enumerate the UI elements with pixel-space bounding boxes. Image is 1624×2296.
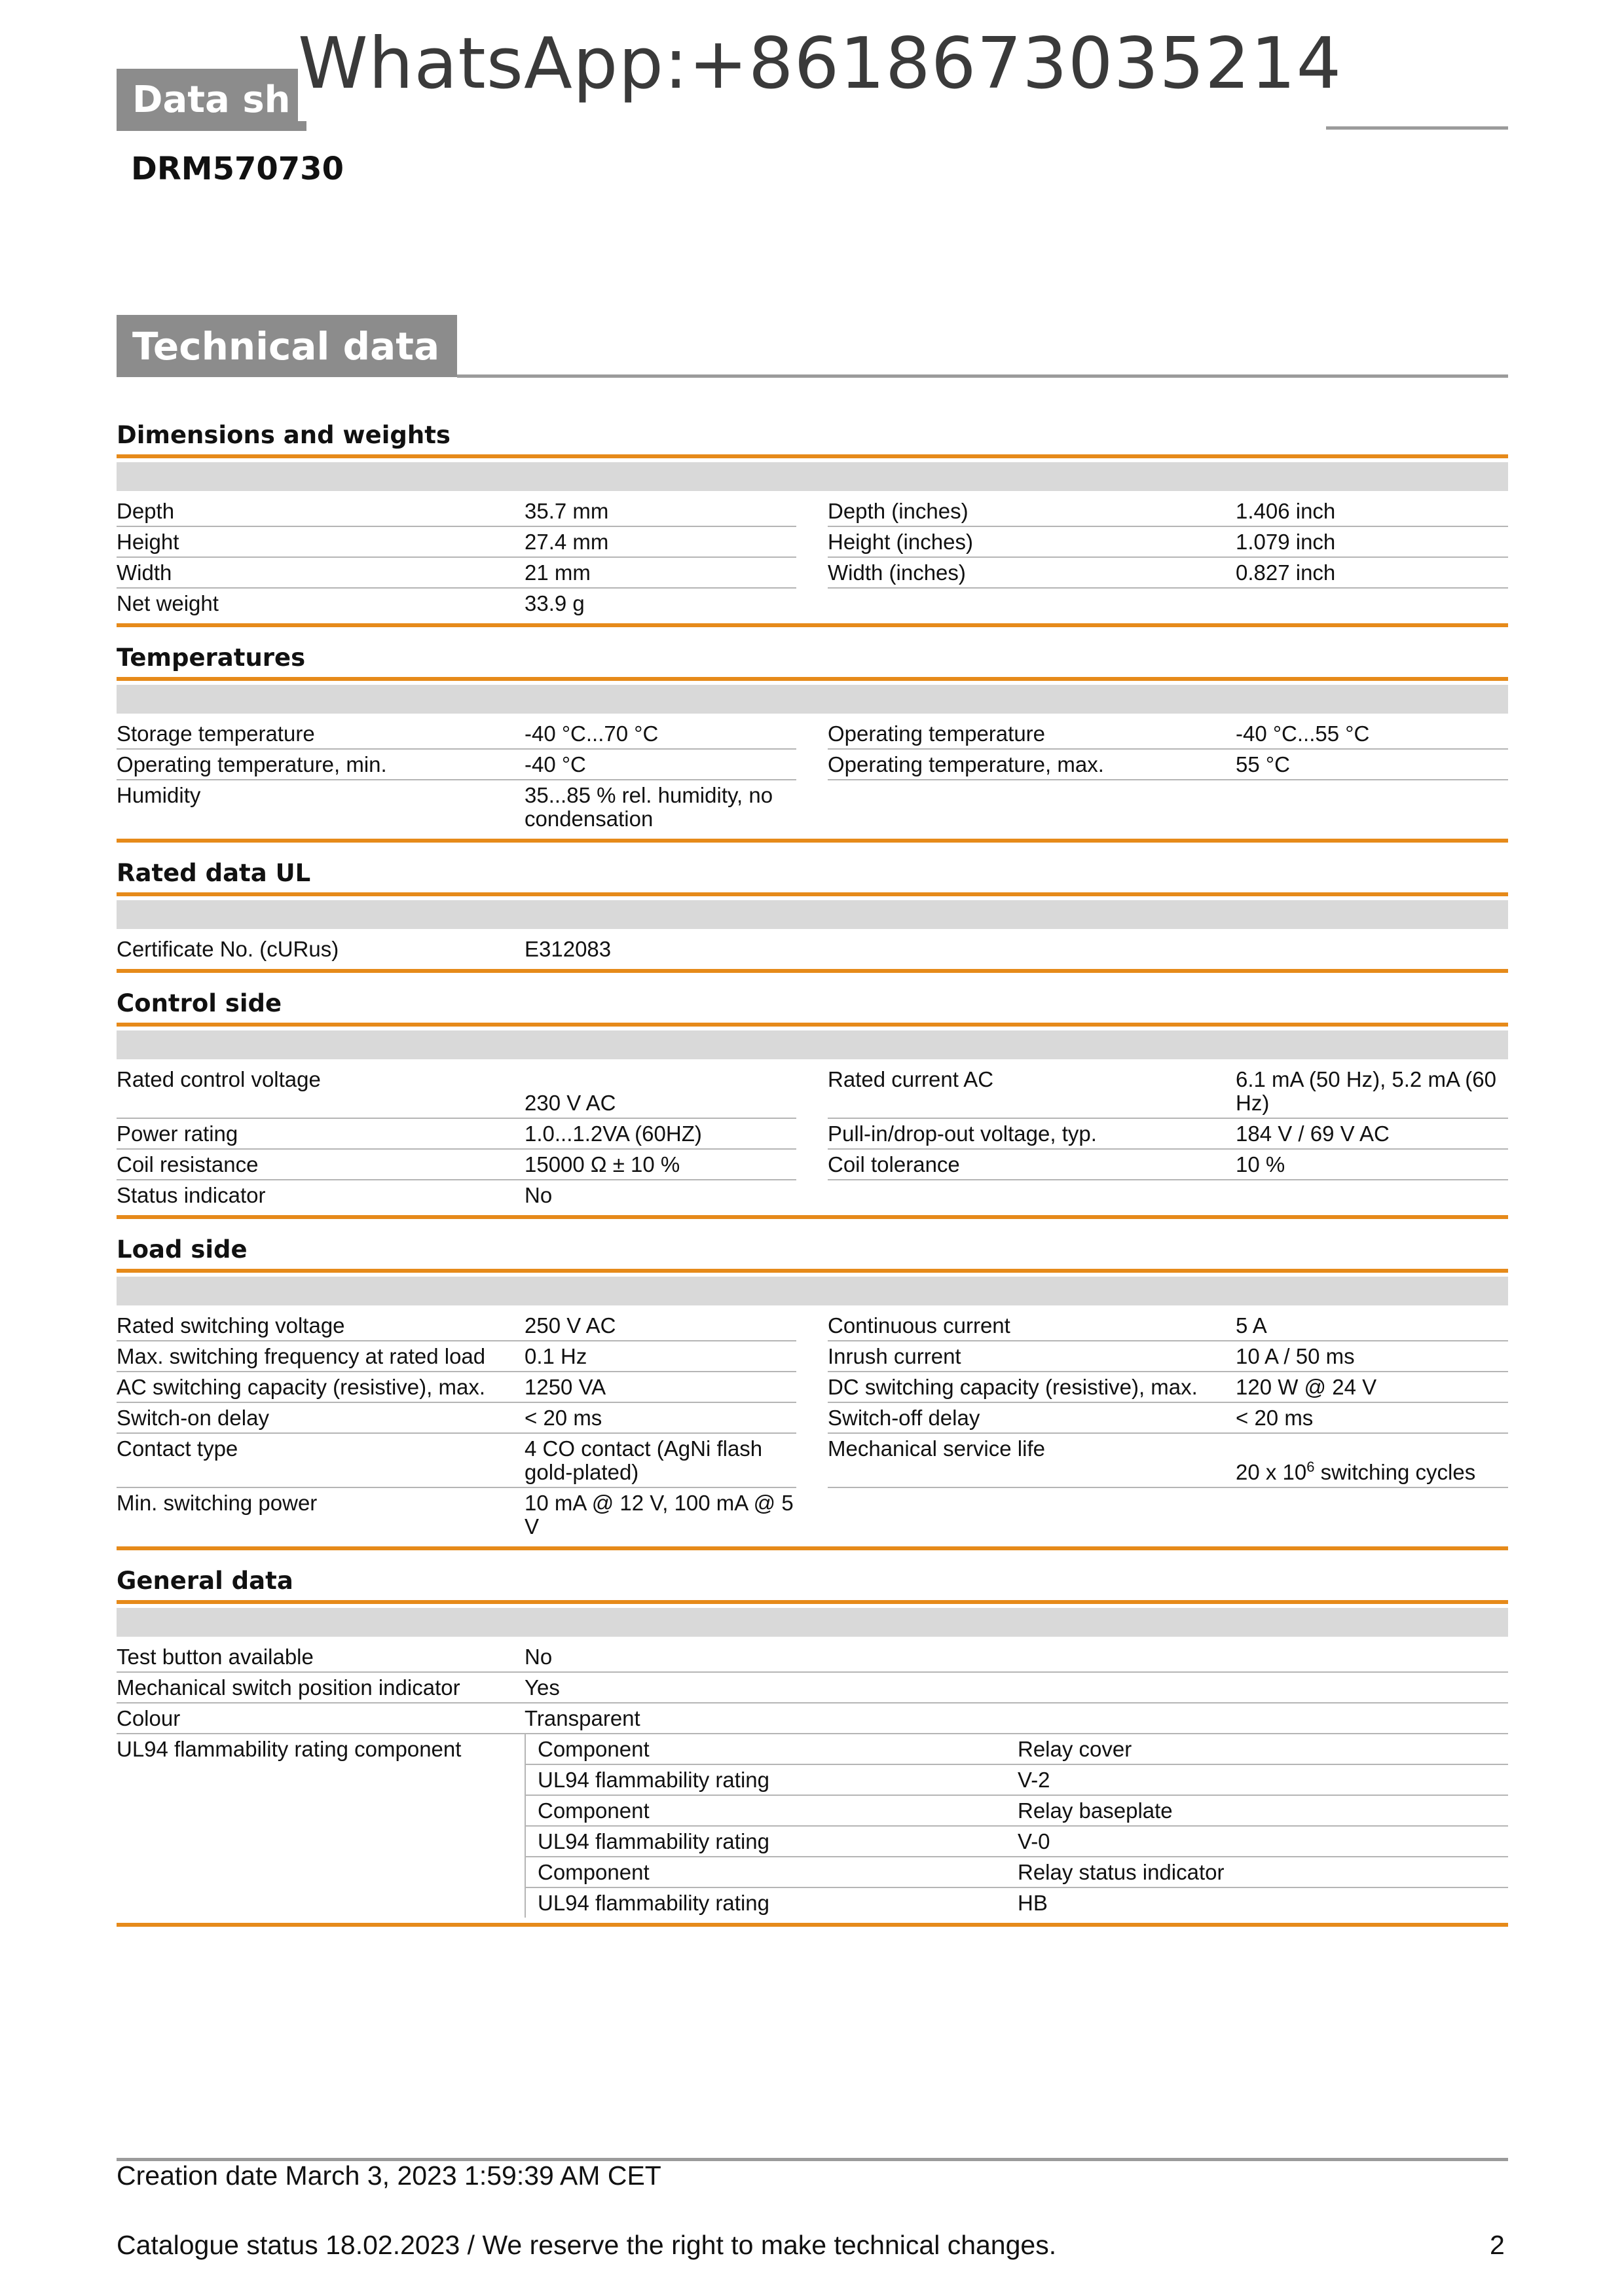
row-value: -40 °C [525, 752, 586, 776]
row-label: Rated switching voltage [117, 1313, 345, 1338]
section-rule [117, 623, 1508, 627]
row-label: Operating temperature, max. [828, 752, 1104, 776]
subtable-row [525, 1857, 1508, 1888]
row-label: Rated current AC [828, 1067, 994, 1091]
ul94-subtable [525, 1734, 1508, 1918]
header-rule [1326, 126, 1508, 130]
row-label: DC switching capacity (resistive), max. [828, 1375, 1198, 1399]
section-title: Temperatures [117, 644, 306, 672]
section-band [117, 1277, 1508, 1305]
row-label: Depth [117, 499, 175, 523]
row-label: Humidity [117, 783, 201, 807]
value-part: switching cycles [1314, 1460, 1476, 1484]
watermark [298, 7, 1342, 121]
row-value: Yes [525, 1675, 560, 1700]
row-label: Contact type [117, 1436, 238, 1461]
section-control-side [117, 985, 1508, 1219]
section-rule [117, 839, 1508, 843]
row-value: Transparent [525, 1706, 640, 1730]
row-label: Pull-in/drop-out voltage, typ. [828, 1121, 1097, 1146]
row-value: 35.7 mm [525, 499, 609, 523]
row-label: Switch-on delay [117, 1406, 269, 1430]
row-value: -40 °C...70 °C [525, 721, 659, 746]
row-label: Mechanical service life [828, 1436, 1045, 1461]
row-value: 10 mA @ 12 V, 100 mA @ 5 V [525, 1491, 794, 1539]
row-label: Continuous current [828, 1313, 1010, 1338]
section-rule [117, 1546, 1508, 1550]
table-row [828, 496, 1508, 527]
row-value: 35...85 % rel. humidity, no condensation [525, 783, 773, 831]
datasheet-title: Data sh [132, 79, 291, 121]
table-row [117, 1704, 1508, 1734]
row-value: < 20 ms [1236, 1406, 1314, 1430]
table-row [117, 1119, 796, 1150]
table-row [117, 1403, 796, 1434]
row-value [1236, 1461, 1508, 1484]
row-label: Net weight [117, 591, 219, 615]
section-title: Dimensions and weights [117, 421, 451, 449]
subtable-row [525, 1888, 1508, 1918]
section-band [117, 685, 1508, 714]
section-title: Rated data UL [117, 859, 311, 887]
subtable-value: Relay baseplate [1018, 1798, 1173, 1823]
row-value: 1.079 inch [1236, 530, 1336, 554]
table-row [828, 1065, 1508, 1119]
row-value: No [525, 1645, 553, 1669]
row-label: Max. switching frequency at rated load [117, 1344, 486, 1368]
row-value: 10 % [1236, 1152, 1285, 1176]
table-row [828, 719, 1508, 750]
table-row [828, 558, 1508, 589]
row-label: AC switching capacity (resistive), max. [117, 1375, 485, 1399]
row-value: 0.827 inch [1236, 560, 1336, 585]
section-band [117, 462, 1508, 491]
creation-date: Creation date March 3, 2023 1:59:39 AM CET [117, 2160, 661, 2191]
row-label: Width [117, 560, 172, 585]
section-band [117, 1608, 1508, 1637]
section-title: General data [117, 1567, 293, 1595]
section-title: Load side [117, 1235, 248, 1264]
table-row [117, 780, 796, 833]
row-label: Height [117, 530, 179, 554]
table-row [828, 1119, 1508, 1150]
row-label: Colour [117, 1706, 181, 1730]
row-value: 10 A / 50 ms [1236, 1344, 1355, 1368]
value-exponent: 6 [1306, 1459, 1315, 1475]
row-value: 184 V / 69 V AC [1236, 1121, 1390, 1146]
technical-data-content [117, 416, 1508, 1939]
subtable-key: UL94 flammability rating [538, 1829, 769, 1853]
table-row [117, 719, 796, 750]
row-value: 1.406 inch [1236, 499, 1336, 523]
subtable-key: Component [538, 1798, 650, 1823]
table-row [828, 1341, 1508, 1372]
row-label: Status indicator [117, 1183, 266, 1207]
table-row [117, 589, 796, 618]
subtable-value: V-0 [1018, 1829, 1050, 1853]
value-part: 20 x 10 [1236, 1460, 1307, 1484]
table-row [117, 1065, 796, 1119]
section-rule [117, 969, 1508, 973]
row-label: Storage temperature [117, 721, 315, 746]
product-code: DRM570730 [131, 151, 344, 187]
row-value: 0.1 Hz [525, 1344, 587, 1368]
page-number: 2 [1490, 2230, 1505, 2260]
section-rule [117, 454, 1508, 458]
row-label: Width (inches) [828, 560, 966, 585]
row-value: 230 V AC [525, 1091, 616, 1115]
table-row [828, 1434, 1508, 1488]
subtable-value: Relay status indicator [1018, 1860, 1225, 1884]
table-row [117, 1372, 796, 1403]
row-value: 33.9 g [525, 591, 585, 615]
table-row [117, 1341, 796, 1372]
row-value: 15000 Ω ± 10 % [525, 1152, 680, 1176]
table-row [117, 1311, 796, 1341]
row-label: Mechanical switch position indicator [117, 1675, 460, 1700]
row-value: 1250 VA [525, 1375, 606, 1399]
table-row [117, 1488, 796, 1541]
row-label: Certificate No. (cURus) [117, 937, 339, 961]
row-label: Height (inches) [828, 530, 973, 554]
row-label: UL94 flammability rating component [117, 1737, 462, 1761]
datasheet-title-block [117, 69, 306, 131]
section-rule [117, 1023, 1508, 1027]
table-row [117, 1150, 796, 1180]
row-label: Coil resistance [117, 1152, 259, 1176]
subtable-row [525, 1796, 1508, 1827]
row-label: Depth (inches) [828, 499, 969, 523]
subtable-row [525, 1827, 1508, 1857]
section-rule [117, 1923, 1508, 1927]
row-label: Coil tolerance [828, 1152, 960, 1176]
row-value: 21 mm [525, 560, 591, 585]
subtable-row [525, 1765, 1508, 1796]
table-row [828, 1403, 1508, 1434]
subtable-key: UL94 flammability rating [538, 1891, 769, 1915]
table-row [117, 934, 796, 964]
table-row [117, 1673, 1508, 1704]
table-row [828, 527, 1508, 558]
row-value: -40 °C...55 °C [1236, 721, 1370, 746]
catalogue-status: Catalogue status 18.02.2023 / We reserve the right to make technical changes. [117, 2230, 1057, 2260]
section-rule [117, 1269, 1508, 1273]
section-rule [117, 1600, 1508, 1604]
section-rule [117, 677, 1508, 681]
subtable-key: Component [538, 1737, 650, 1761]
watermark-text: WhatsApp:+8618673035214 [298, 23, 1342, 105]
row-value: 4 CO contact (AgNi flash gold-plated) [525, 1436, 763, 1484]
row-value: 55 °C [1236, 752, 1290, 776]
subtable-value: V-2 [1018, 1768, 1050, 1792]
table-row [117, 1734, 1508, 1918]
table-row [117, 1434, 796, 1488]
technical-data-banner [117, 315, 457, 377]
row-value: 27.4 mm [525, 530, 609, 554]
row-label: Power rating [117, 1121, 238, 1146]
row-label: Min. switching power [117, 1491, 318, 1515]
section-general-data [117, 1562, 1508, 1927]
technical-data-title: Technical data [132, 323, 440, 369]
section-dimensions [117, 416, 1508, 627]
row-value: 5 A [1236, 1313, 1267, 1338]
section-rule [117, 892, 1508, 896]
table-row [828, 1372, 1508, 1403]
table-row [828, 1311, 1508, 1341]
section-band [117, 900, 1508, 929]
row-value: No [525, 1183, 553, 1207]
row-label: Inrush current [828, 1344, 961, 1368]
table-row [828, 1150, 1508, 1180]
table-row [117, 1642, 1508, 1673]
row-value: 250 V AC [525, 1313, 616, 1338]
section-temperatures [117, 639, 1508, 843]
row-value: 1.0...1.2VA (60HZ) [525, 1121, 702, 1146]
section-load-side [117, 1231, 1508, 1550]
table-row [117, 527, 796, 558]
row-label: Operating temperature, min. [117, 752, 387, 776]
subtable-row [525, 1734, 1508, 1765]
table-row [828, 750, 1508, 780]
table-row [117, 558, 796, 589]
row-label: Test button available [117, 1645, 314, 1669]
section-rated-data-ul [117, 854, 1508, 973]
row-value: 6.1 mA (50 Hz), 5.2 mA (60 Hz) [1236, 1067, 1496, 1115]
subtable-value: HB [1018, 1891, 1048, 1915]
table-row [117, 1180, 796, 1210]
subtable-key: UL94 flammability rating [538, 1768, 769, 1792]
subtable-key: Component [538, 1860, 650, 1884]
row-value: 120 W @ 24 V [1236, 1375, 1377, 1399]
section-title: Control side [117, 989, 282, 1017]
row-label: Operating temperature [828, 721, 1046, 746]
section-rule [117, 1215, 1508, 1219]
row-label: Switch-off delay [828, 1406, 980, 1430]
table-row [117, 750, 796, 780]
section-band [117, 1030, 1508, 1059]
row-label: Rated control voltage [117, 1067, 321, 1091]
subtable-value: Relay cover [1018, 1737, 1132, 1761]
table-row [117, 496, 796, 527]
row-value: < 20 ms [525, 1406, 602, 1430]
row-value: E312083 [525, 937, 612, 961]
technical-data-rule [457, 374, 1508, 378]
